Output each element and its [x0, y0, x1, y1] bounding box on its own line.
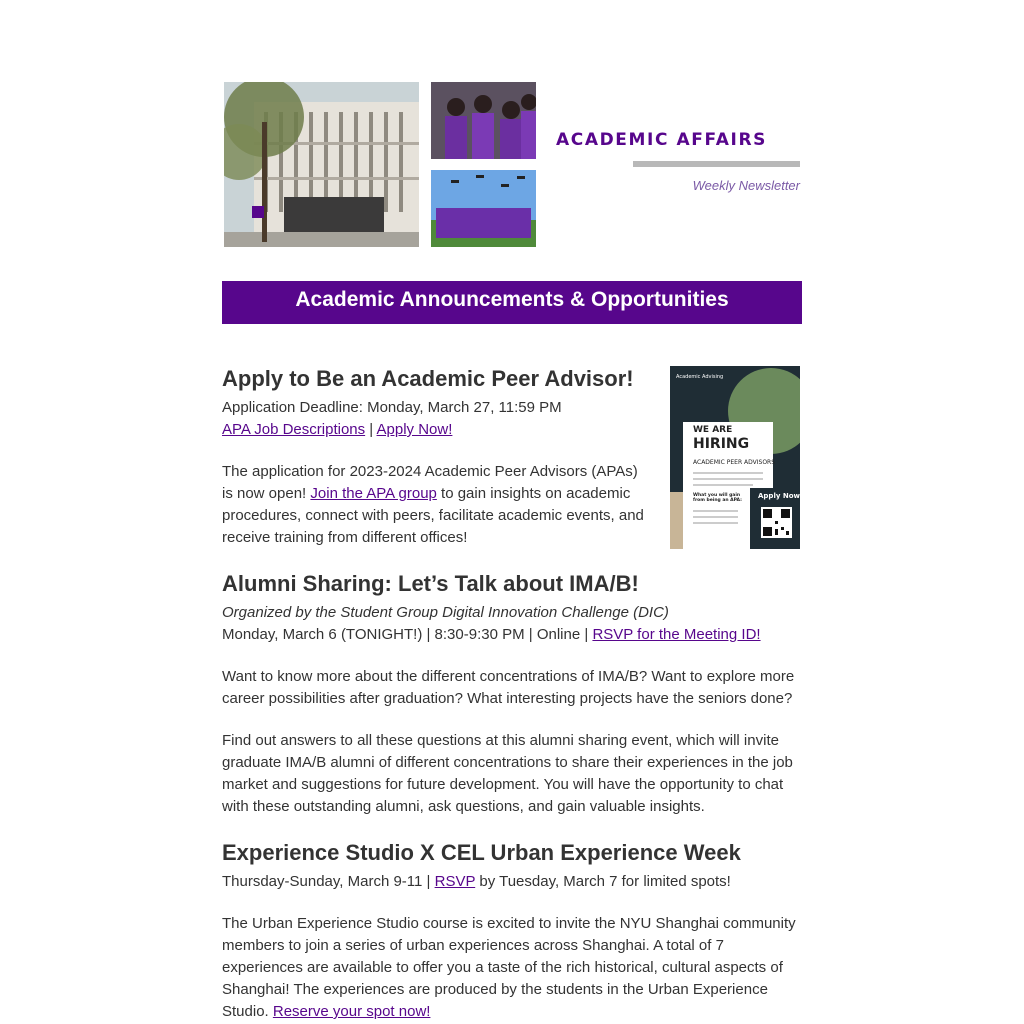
alumni-details — [222, 624, 761, 646]
apa-job-descriptions-link[interactable]: APA Job Descriptions — [222, 421, 366, 438]
urban-details — [222, 871, 731, 893]
apa-body — [222, 461, 652, 549]
apa-body-text-b: to gain insights on academic procedures, connect with peers, facilitate academic events, and receive training from different offices! — [222, 485, 644, 546]
alumni-rsvp-link[interactable]: RSVP for the Meeting ID! — [592, 626, 761, 643]
brand-divider — [633, 161, 800, 167]
brand-title: ACADEMIC AFFAIRS — [556, 130, 767, 150]
flyer-hiring: HIRING — [693, 436, 750, 452]
urban-details-text-b: by Tuesday, March 7 for limited spots! — [475, 873, 731, 890]
qr-code-icon — [761, 507, 792, 538]
apa-title: Apply to Be an Academic Peer Advisor! — [222, 366, 634, 391]
alumni-para-2: Find out answers to all these questions at this alumni sharing event, which will invite graduate IMA/B alumni of different concentrations to share their experiences in the job market and suggestions for future development. You will have the opportunity to chat with these outstanding alumni, ask questions, and gain valuable insights. — [222, 732, 793, 815]
urban-rsvp-link[interactable]: RSVP — [434, 873, 476, 890]
alumni-para-1: Want to know more about the different concentrations of IMA/B? Want to explore more career possibilities after graduation? What interesting projects have the seniors done? — [222, 668, 795, 707]
flyer-we-are: WE ARE — [693, 425, 733, 435]
flyer-apply: Apply Now — [758, 492, 800, 500]
flyer-gain: What you will gain from being an APA: — [693, 493, 742, 503]
graduation-photo — [431, 170, 536, 247]
campus-building-photo — [224, 82, 419, 247]
urban-body — [222, 913, 802, 1023]
reserve-spot-link[interactable]: Reserve your spot now! — [272, 1003, 431, 1020]
flyer-org: Academic Advising — [676, 374, 724, 380]
apa-hiring-flyer[interactable] — [670, 366, 800, 549]
link-separator: | — [365, 421, 377, 438]
brand-subtitle: Weekly Newsletter — [692, 178, 800, 193]
join-apa-group-link[interactable]: Join the APA group — [310, 485, 437, 502]
alumni-organizer: Organized by the Student Group Digital Innovation Challenge (DIC) — [222, 604, 669, 621]
alumni-details-text: Monday, March 6 (TONIGHT!) | 8:30-9:30 PM | Online | — [222, 626, 593, 643]
apa-deadline: Application Deadline: Monday, March 27, 11:59 PM — [222, 399, 562, 416]
urban-body-text: The Urban Experience Studio course is excited to invite the NYU Shanghai community members to join a series of urban experiences across Shanghai. A total of 7 experiences are available to offer you a taste of the rich historical, cultural aspects of Shanghai! The experiences are produced by the students in the Urban Experience Studio. — [222, 915, 796, 1020]
apa-links — [222, 419, 452, 441]
urban-title: Experience Studio X CEL Urban Experience Week — [222, 840, 741, 865]
alumni-title: Alumni Sharing: Let’s Talk about IMA/B! — [222, 571, 639, 596]
apa-body-text-a: The application for 2023-2024 Academic Peer Advisors (APAs) is now open! — [222, 463, 638, 502]
urban-details-text-a: Thursday-Sunday, March 9-11 | — [222, 873, 435, 890]
students-photo — [431, 82, 536, 159]
apa-apply-now-link[interactable]: Apply Now! — [376, 421, 453, 438]
newsletter-header — [224, 82, 802, 248]
flyer-role: ACADEMIC PEER ADVISORS — [693, 459, 776, 466]
section-banner: Academic Announcements & Opportunities — [222, 281, 802, 324]
